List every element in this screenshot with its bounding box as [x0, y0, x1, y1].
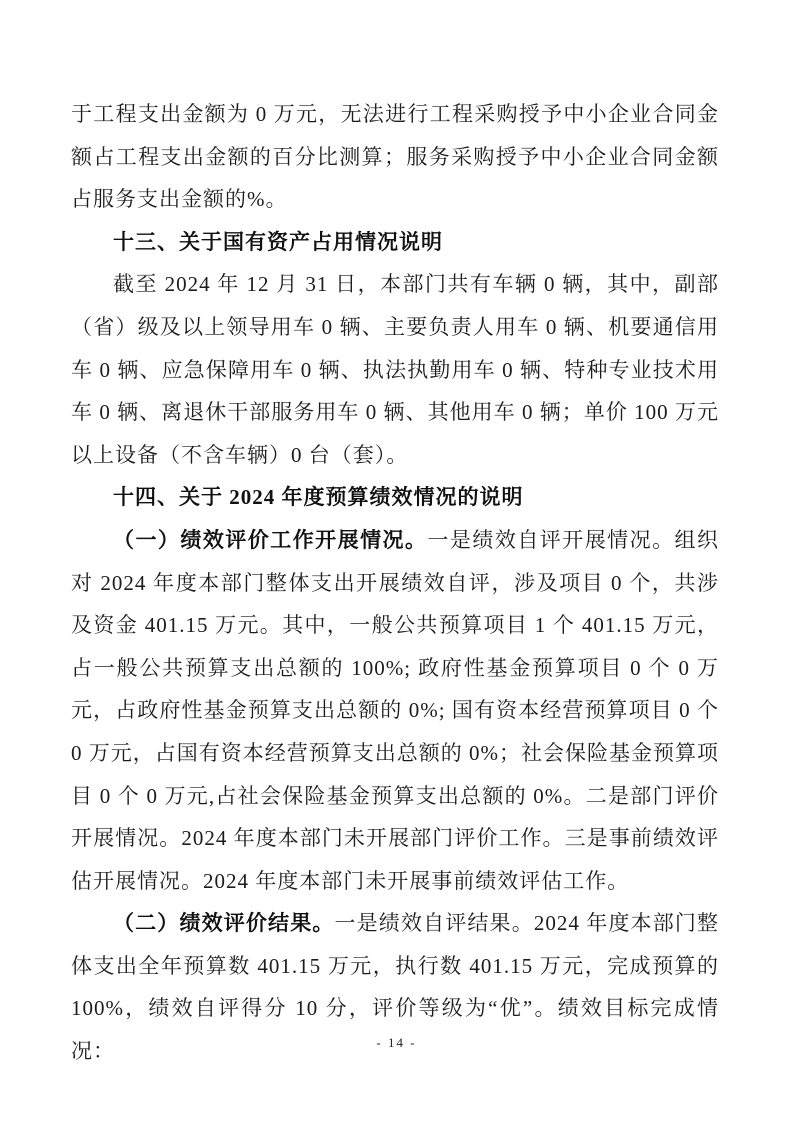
document-content	[71, 93, 719, 1073]
heading-text: 十三、关于国有资产占用情况说明	[113, 229, 443, 254]
page-number: - 14 -	[376, 1035, 417, 1050]
paragraph-lead: （二）绩效评价结果。	[113, 911, 335, 936]
paragraph-text: 于工程支出金额为 0 万元，无法进行工程采购授予中小企业合同金额占工程支出金额的百分比测算；服务采购授予中小企业合同金额占服务支出金额的%。	[71, 102, 719, 212]
paragraph-text: 一是绩效自评结果。2024 年度本部门整体支出全年预算数 401.15 万元，执行数 401.15 万元，完成预算的 100%，绩效自评得分 10 分，评价等级为“优”。绩效目标完成情况：	[71, 911, 719, 1064]
paragraph-text: 一是绩效自评开展情况。组织对 2024 年度本部门整体支出开展绩效自评，涉及项目 0 个，共涉及资金 401.15 万元。其中，一般公共预算项目 1 个 401.15 万元，占一般公共预算支出总额的 100%; 政府性基金预算项目 0 个 0 万元，占政府性基金预算支出总额的 0%; 国有资本经营预算项目 0 个 0 万元，占国有资本经营预算支出总额的 0%；社会保险基金预算项目 0 个 0 万元,占社会保险基金预算支出总额的 0%。二是部门评价开展情况。2024 年度本部门未开展部门评价工作。三是事前绩效评估开展情况。2024 年度本部门未开展事前绩效评估工作。	[71, 527, 720, 893]
page-footer	[0, 1034, 793, 1052]
paragraph	[71, 263, 719, 476]
section-heading	[71, 221, 719, 264]
section-heading	[71, 476, 719, 519]
paragraph-text: 截至 2024 年 12 月 31 日，本部门共有车辆 0 辆，其中，副部（省）级及以上领导用车 0 辆、主要负责人用车 0 辆、机要通信用车 0 辆、应急保障用车 0 辆、执法执勤用车 0 辆、特种专业技术用车 0 辆、离退休干部服务用车 0 辆、其他用车 0 辆；单价 100 万元以上设备（不含车辆）0 台（套）。	[71, 272, 719, 467]
paragraph	[71, 93, 719, 221]
paragraph	[71, 519, 719, 902]
heading-text: 十四、关于 2024 年度预算绩效情况的说明	[113, 485, 524, 510]
paragraph-lead: （一）绩效评价工作开展情况。	[113, 527, 428, 552]
